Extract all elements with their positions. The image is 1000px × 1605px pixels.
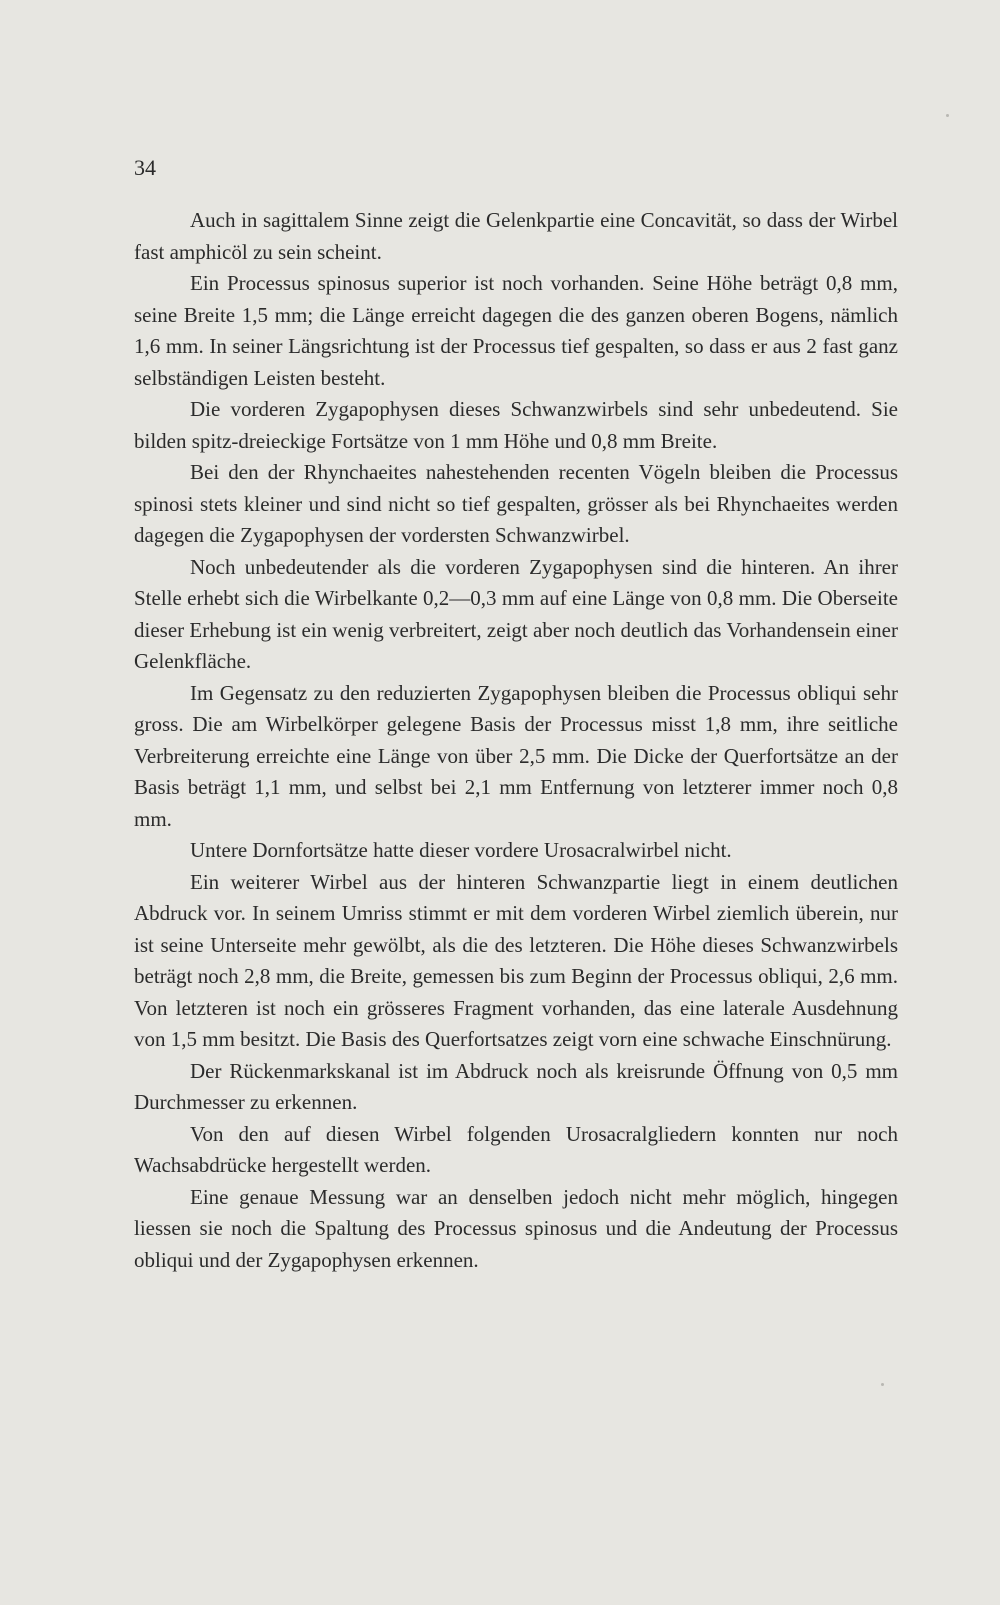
paper-speck — [946, 114, 949, 117]
paragraph: Eine genaue Messung war an denselben jedoch nicht mehr möglich, hingegen liessen sie noch die Spaltung des Processus spinosus und die Andeutung der Processus obliqui und der Zygapophysen erkennen. — [134, 1184, 898, 1272]
paragraph: Im Gegensatz zu den reduzierten Zygapophysen bleiben die Processus obliqui sehr gross. Die am Wirbelkörper gelegene Basis der Processus misst 1,8 mm, ihre seitliche Verbreiterung erreichte eine Länge von über 2,5 mm. Die Dicke der Querfortsätze an der Basis beträgt 1,1 mm, und selbst bei 2,1 mm Entfernung von letzterer immer noch 0,8 mm. — [134, 680, 898, 831]
paragraph: Auch in sagittalem Sinne zeigt die Gelenkpartie eine Concavität, so dass der Wirbel fast amphicöl zu sein scheint. — [134, 208, 898, 264]
page-number: 34 — [134, 155, 156, 180]
paragraph: Untere Dornfortsätze hatte dieser vordere Urosacralwirbel nicht. — [190, 838, 732, 862]
paper-speck — [881, 1383, 884, 1386]
paragraph: Ein Processus spinosus superior ist noch vorhanden. Seine Höhe beträgt 0,8 mm, seine Breite 1,5 mm; die Länge erreicht dagegen die des ganzen oberen Bogens, nämlich 1,6 mm. In seiner Längsrichtung ist der Processus tief gespalten, so dass er aus 2 fast ganz selbständigen Leisten besteht. — [134, 271, 898, 390]
paragraph: Bei den der Rhynchaeites nahestehenden recenten Vögeln bleiben die Processus spinosi stets kleiner und sind nicht so tief gespalten, grösser als bei Rhynchaeites werden dagegen die Zygapophysen der vordersten Schwanzwirbel. — [134, 460, 898, 547]
paragraph: Der Rückenmarkskanal ist im Abdruck noch als kreisrunde Öffnung von 0,5 mm Durchmesser zu erkennen. — [134, 1058, 898, 1114]
paragraph: Ein weiterer Wirbel aus der hinteren Schwanzpartie liegt in einem deutlichen Abdruck vor. In seinem Umriss stimmt er mit dem vorderen Wirbel ziemlich überein, nur ist seine Unterseite mehr gewölbt, als die des letzteren. Die Höhe dieses Schwanzwirbels beträgt noch 2,8 mm, die Breite, gemessen bis zum Beginn der Processus obliqui, 2,6 mm. Von letzteren ist noch ein grösseres Fragment vorhanden, das eine laterale Ausdehnung von 1,5 mm besitzt. Die Basis des Querfortsatzes zeigt vorn eine schwache Einschnürung. — [134, 869, 898, 1051]
body-text — [134, 205, 898, 1276]
paragraph: Von den auf diesen Wirbel folgenden Urosacralgliedern konnten nur noch Wachsabdrücke hergestellt werden. — [134, 1121, 898, 1177]
paragraph: Die vorderen Zygapophysen dieses Schwanzwirbels sind sehr unbedeutend. Sie bilden spitz-dreieckige Fortsätze von 1 mm Höhe und 0,8 mm Breite. — [134, 397, 898, 453]
paragraph: Noch unbedeutender als die vorderen Zygapophysen sind die hinteren. An ihrer Stelle erhebt sich die Wirbelkante 0,2—0,3 mm auf eine Länge von 0,8 mm. Die Oberseite dieser Erhebung ist ein wenig verbreitert, zeigt aber noch deutlich das Vorhandensein einer Gelenkfläche. — [134, 554, 898, 673]
